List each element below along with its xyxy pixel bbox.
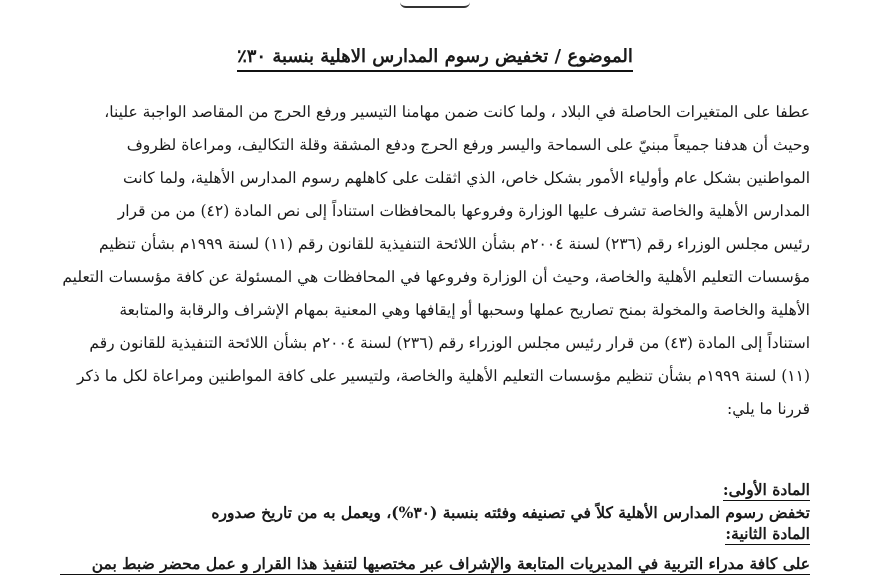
paragraph-line: قررنا ما يلي: xyxy=(727,400,810,418)
paragraph-line: رئيس مجلس الوزراء رقم (٢٣٦) لسنة ٢٠٠٤م بشأن اللائحة التنفيذية للقانون رقم (١١) لسنة ١٩٩٩م بشأن تنظيم xyxy=(99,235,810,253)
paragraph-line: استناداً إلى المادة (٤٣) من قرار رئيس مجلس الوزراء رقم (٢٣٦) لسنة ٢٠٠٤م بشأن اللائحة التنفيذية للقانون رقم xyxy=(89,334,810,352)
paragraph-line: عطفا على المتغيرات الحاصلة في البلاد ، ولما كانت ضمن مهامنا التيسير ورفع الحرج من المقاصد الواجبة علينا، xyxy=(104,103,810,121)
article-1-text: تخفض رسوم المدارس الأهلية كلاً في تصنيفه وفئته بنسبة (٣٠%)، ويعمل به من تاريخ صدوره xyxy=(211,503,810,522)
paragraph-line: مؤسسات التعليم الأهلية والخاصة، وحيث أن الوزارة وفروعها في المحافظات هي المسئولة عن كافة مؤسسات التعليم xyxy=(62,268,810,286)
paragraph-line: (١١) لسنة ١٩٩٩م بشأن تنظيم مؤسسات التعليم الأهلية والخاصة، ولتيسير على كافة المواطنين ومراعاة لكل ما ذكر xyxy=(76,367,810,385)
paragraph-line: المواطنين بشكل عام وأولياء الأمور بشكل خاص، الذي اثقلت على كاهلهم رسوم المدارس الأهلية، ولما كانت xyxy=(123,169,810,187)
article-2-heading: المادة الثانية: xyxy=(725,524,810,543)
subject-text: الموضوع / تخفيض رسوم المدارس الاهلية بنسبة ٣٠٪ xyxy=(237,46,633,72)
body-paragraph xyxy=(60,96,810,426)
paragraph-line: المدارس الأهلية والخاصة تشرف عليها الوزارة وفروعها بالمحافظات استناداً إلى نص المادة (٤٢) من من قرار xyxy=(117,202,810,220)
article-2-text: على كافة مدراء التربية في المديريات المتابعة والإشراف عبر مختصيها لتنفيذ هذا القرار و عمل محضر ضبط بمن xyxy=(60,554,810,575)
top-mark xyxy=(400,0,470,8)
paragraph-line: الأهلية والخاصة والمخولة بمنح تصاريح عملها وسحبها أو إيقافها وهي المعنية بمهام الإشراف والرقابة والمتابعة xyxy=(119,301,810,319)
subject-line xyxy=(0,46,870,72)
paragraph-line: وحيث أن هدفنا جميعاً مبنيّ على السماحة واليسر ورفع الحرج ودفع المشقة وقلة التكاليف، ومراعاة لظروف xyxy=(126,136,810,154)
article-1-heading: المادة الأولى: xyxy=(722,480,810,499)
